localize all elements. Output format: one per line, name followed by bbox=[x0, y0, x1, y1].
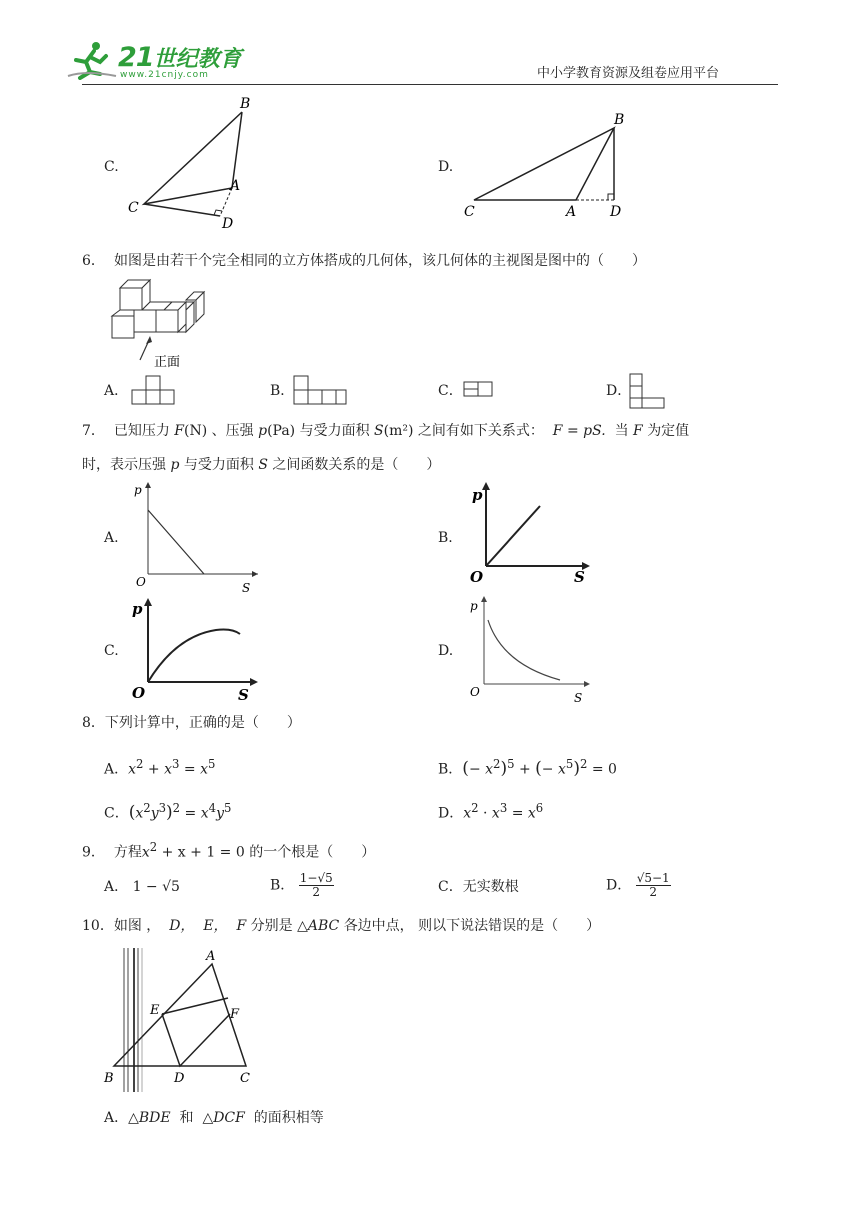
fig-d-label-b: B bbox=[614, 112, 625, 128]
logo-url: www.21cnjy.com bbox=[120, 70, 209, 80]
front-view-label: 正面 bbox=[154, 355, 181, 370]
q9-stem-post: 的一个根是（ ） bbox=[249, 844, 376, 861]
graph-d-axis-p: p bbox=[470, 599, 478, 613]
q9-option-b-den: 2 bbox=[312, 885, 321, 899]
q7-unit-pa: (Pa) bbox=[267, 423, 296, 439]
q7-unit-m2: (m²) bbox=[383, 423, 414, 439]
q10-option-a-t2: △DCF bbox=[202, 1110, 245, 1126]
graph-b-origin: O bbox=[470, 568, 484, 586]
q7-var-p2: p bbox=[170, 457, 180, 473]
q7-var-f2: F bbox=[633, 423, 643, 439]
q8-option-d: D．$x^2 \cdot x^3 = x^6$ bbox=[438, 801, 544, 822]
runner-logo-icon bbox=[66, 40, 122, 80]
q7-graph-b bbox=[464, 480, 594, 588]
q10-option-a-and: 和 bbox=[179, 1110, 194, 1126]
q7-text-6: 为定值 bbox=[647, 423, 690, 439]
q5-option-c-label: C. bbox=[104, 159, 119, 175]
q7-number: 7． bbox=[82, 423, 105, 439]
q10-triangle-figure bbox=[100, 946, 260, 1092]
q10-option-a-label: A． bbox=[104, 1110, 129, 1126]
q8-stem-row bbox=[82, 713, 301, 733]
fig-c-label-b: B bbox=[240, 96, 251, 112]
q10-option-a-t1: △BDE bbox=[128, 1110, 171, 1126]
q5-option-d-label: D. bbox=[438, 159, 454, 175]
q10-fig-label-b: B bbox=[104, 1071, 114, 1086]
q7-option-d-label: D. bbox=[438, 643, 454, 659]
q7-graph-a bbox=[124, 478, 264, 598]
q8-number: 8． bbox=[82, 715, 105, 731]
q9-option-a bbox=[104, 877, 180, 897]
q9-option-d-num: √5−1 bbox=[636, 871, 670, 885]
fig-d-label-a: A bbox=[566, 204, 577, 220]
graph-c-axis-s: S bbox=[238, 686, 249, 702]
q10-stem-mid: 分别是 bbox=[250, 918, 293, 934]
q7-text-5: 当 bbox=[614, 423, 629, 439]
q7-graph-d bbox=[462, 592, 596, 706]
q7-var-p: p bbox=[258, 423, 268, 439]
q10-e: E， bbox=[203, 918, 228, 934]
header-divider bbox=[82, 84, 778, 85]
q8-stem: 下列计算中，正确的是（ ） bbox=[104, 715, 301, 731]
fig-c-label-d: D bbox=[222, 216, 234, 232]
q9-stem-pre: 方程 bbox=[113, 844, 142, 861]
graph-a-origin: O bbox=[136, 575, 146, 589]
graph-a-axis-p: p bbox=[134, 483, 142, 497]
q8-option-c-label: C． bbox=[104, 805, 129, 822]
q9-stem-row: 9． 方程$x^2 + x + 1 = 0$ 的一个根是（ ） bbox=[82, 840, 376, 861]
q7-var-s2: S bbox=[258, 457, 268, 473]
q7-text-7: 时，表示压强 bbox=[82, 457, 166, 473]
graph-c-origin: O bbox=[132, 684, 146, 702]
q7-graph-c bbox=[126, 596, 262, 702]
q7-text-9: 之间函数关系的是（ ） bbox=[272, 457, 441, 473]
logo-number: 21 bbox=[118, 42, 154, 73]
q10-fig-label-a: A bbox=[206, 949, 216, 964]
q7-text-4: 之间有如下关系式： bbox=[417, 423, 544, 439]
q8-option-b-label: B． bbox=[438, 761, 463, 778]
q10-fig-label-c: C bbox=[240, 1071, 250, 1086]
fig-c-label-a: A bbox=[230, 178, 241, 194]
q9-option-c-value: 无实数根 bbox=[462, 879, 519, 895]
logo-text: 世纪教育 bbox=[153, 47, 242, 72]
graph-b-axis-s: S bbox=[574, 568, 585, 586]
q7-line2 bbox=[82, 455, 440, 475]
q7-text-1: 已知压力 bbox=[113, 423, 170, 439]
q7-formula: F = pS. bbox=[552, 423, 606, 439]
graph-b-axis-p: p bbox=[472, 486, 483, 504]
q7-text-2: 、压强 bbox=[211, 423, 254, 439]
q6-number: 6． bbox=[82, 253, 105, 269]
q6-option-c-label: C． bbox=[438, 383, 463, 399]
q6-option-d-label: D． bbox=[606, 383, 632, 399]
graph-c-axis-p: p bbox=[132, 600, 143, 618]
q5-figure-c bbox=[120, 92, 260, 232]
q9-number: 9． bbox=[82, 844, 105, 861]
q5-figure-d bbox=[460, 108, 640, 220]
platform-name: 中小学教育资源及组卷应用平台 bbox=[537, 66, 720, 81]
q9-option-b-num: 1−√5 bbox=[299, 871, 333, 885]
q7-text-3: 与受力面积 bbox=[299, 423, 370, 439]
q9-option-b-label: B． bbox=[270, 877, 295, 894]
fig-d-label-c: C bbox=[464, 204, 475, 220]
q7-option-a-label: A. bbox=[104, 530, 119, 546]
q8-option-d-label: D． bbox=[438, 805, 464, 822]
q10-stem-row bbox=[82, 916, 600, 936]
q9-option-c-label: C． bbox=[438, 879, 463, 895]
q7-var-f: F bbox=[174, 423, 184, 439]
graph-d-origin: O bbox=[470, 685, 480, 699]
fig-c-label-c: C bbox=[128, 200, 139, 216]
q6-option-b-figure bbox=[290, 374, 354, 408]
q6-option-c-figure bbox=[460, 374, 500, 408]
q10-fig-label-d: D bbox=[174, 1071, 185, 1086]
q10-stem-pre: 如图 ， bbox=[113, 918, 161, 934]
q9-option-a-value: 1 − √5 bbox=[132, 879, 180, 895]
q10-stem-post: 各边中点， 则以下说法错误的是（ ） bbox=[343, 918, 601, 934]
q7-unit-n: (N) bbox=[184, 423, 208, 439]
q9-option-a-label: A． bbox=[104, 879, 129, 895]
q9-option-c bbox=[438, 877, 519, 897]
q6-stem: 如图是由若干个完全相同的立方体搭成的几何体，该几何体的主视图是图中的（ ） bbox=[114, 253, 646, 269]
q10-option-a bbox=[104, 1108, 324, 1128]
q10-d: D， bbox=[169, 918, 195, 934]
q7-option-b-label: B. bbox=[438, 530, 453, 546]
q6-option-a-label: A． bbox=[104, 383, 129, 399]
q7-text-8: 与受力面积 bbox=[183, 457, 254, 473]
q7-option-c-label: C. bbox=[104, 643, 119, 659]
q10-fig-label-f: F bbox=[230, 1007, 240, 1022]
q6-solid-figure bbox=[106, 276, 210, 372]
q10-triangle: △ABC bbox=[297, 918, 340, 934]
q8-option-a-label: A． bbox=[104, 761, 129, 778]
q6-option-a-figure bbox=[128, 374, 180, 408]
q9-option-b bbox=[270, 872, 334, 899]
q6-option-b-label: B． bbox=[270, 383, 295, 399]
q8-option-a: A．$x^2 + x^3 = x^5$ bbox=[104, 757, 216, 778]
q8-option-b: B．(− $x^2)^5$ + (− $x^5)^2 = 0$ bbox=[438, 757, 617, 779]
q9-option-d bbox=[606, 872, 671, 899]
q10-number: 10． bbox=[82, 918, 114, 934]
q9-option-d-den: 2 bbox=[649, 885, 657, 899]
q10-f: F bbox=[236, 918, 247, 934]
q8-option-c: C．$(x^2y^3)^2 = x^4y^5$ bbox=[104, 801, 232, 823]
q10-option-a-post: 的面积相等 bbox=[253, 1110, 324, 1126]
graph-a-axis-s: S bbox=[242, 581, 251, 595]
q10-fig-label-e: E bbox=[150, 1003, 160, 1018]
graph-d-axis-s: S bbox=[574, 691, 583, 705]
q7-line1 bbox=[82, 421, 689, 441]
q7-var-s: S bbox=[374, 423, 384, 439]
q6-option-d-figure bbox=[626, 372, 670, 410]
q9-option-d-label: D． bbox=[606, 877, 632, 894]
fig-d-label-d: D bbox=[610, 204, 622, 220]
